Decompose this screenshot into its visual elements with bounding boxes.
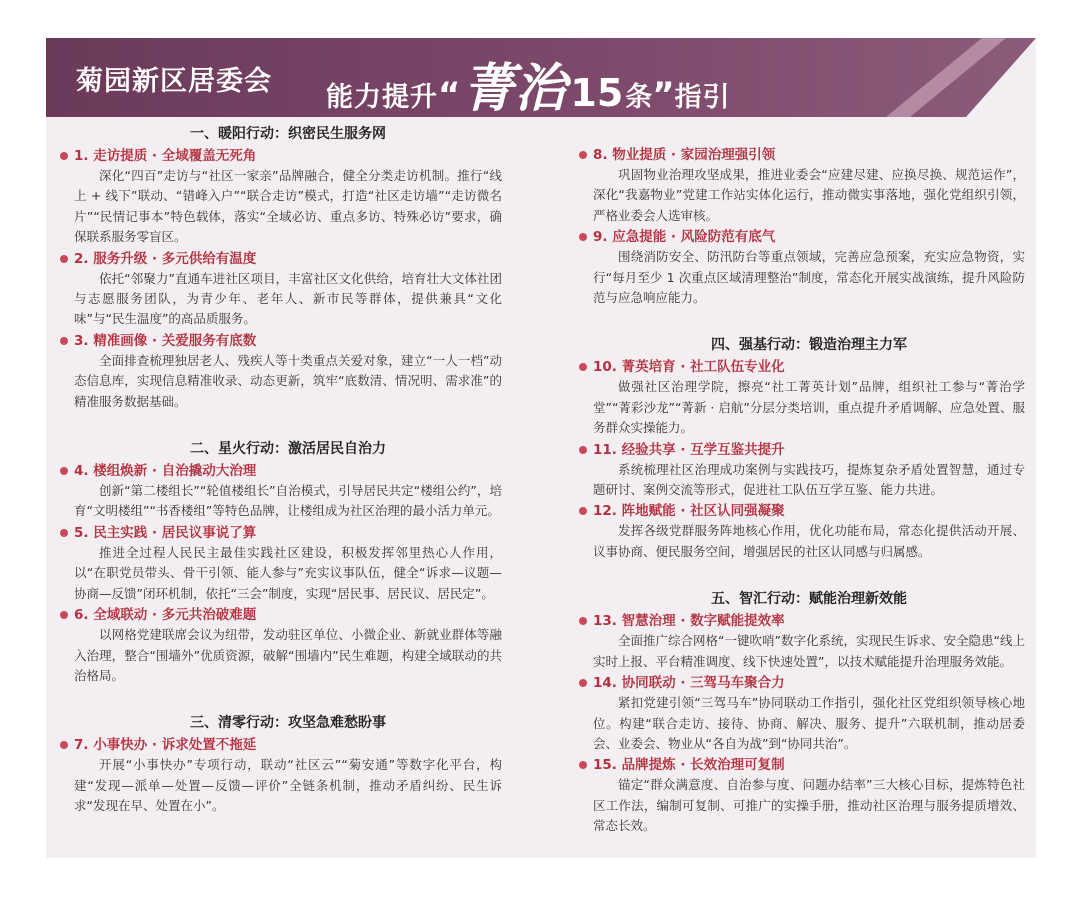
item-title: 6. 全域联动 · 多元共治破难题 <box>74 605 502 625</box>
item-body: 紧扣党建引领“三驾马车”协同联动工作指引，强化社区党组织领导核心地位。构建“联合走访、接待、协商、解决、服务、提升”六联机制，推动居委会、业委会、物业从“各自为战”到“协同共治”。 <box>593 695 1025 751</box>
item-title: 7. 小事快办 · 诉求处置不拖延 <box>74 735 502 755</box>
item-body: 以网格党建联席会议为纽带，发动驻区单位、小微企业、新就业群体等融入治理，整合“围墙外”优质资源，破解“围墙内”民生难题，构建全域联动的共治格局。 <box>74 627 502 683</box>
item-title: 11. 经验共享 · 互学互鉴共提升 <box>593 440 1025 460</box>
item-body: 全面排查梳理独居老人、残疾人等十类重点关爱对象，建立“一人一档”动态信息库，实现信息精准收录、动态更新，筑牢“底数清、情况明、需求准”的精准服务数据基础。 <box>74 352 502 409</box>
header-banner <box>46 38 1036 117</box>
item-title: 5. 民主实践 · 居民议事说了算 <box>74 523 502 543</box>
item-body: 依托“邻聚力”直通车进社区项目，丰富社区文化供给，培育壮大文体社团与志愿服务团队，为青少年、老年人、新市民等群体，提供兼具“文化味”与“民生温度”的高品质服务。 <box>74 270 502 327</box>
item-title: 9. 应急提能 · 风险防范有底气 <box>593 227 1025 247</box>
item-body: 围绕消防安全、防汛防台等重点领域，完善应急预案，充实应急物资，实行“每月至少 1 次重点区域清理整治”制度，常态化开展实战演练，提升风险防范与应急响应能力。 <box>593 249 1025 306</box>
title-number: 15 <box>570 71 624 115</box>
item-title: 12. 阵地赋能 · 社区认同强凝聚 <box>593 501 1025 521</box>
title-big: 菁治 <box>462 58 567 117</box>
item-body: 系统梳理社区治理成功案例与实践技巧，提炼复杂矛盾处置智慧，通过专题研讨、案例交流等形式，促进社工队伍互学互鉴、能力共进。 <box>593 461 1025 498</box>
item-title: 14. 协同联动 · 三驾马车聚合力 <box>593 673 1025 693</box>
item-body: 锚定“群众满意度、自治参与度、问题办结率”三大核心目标，提炼特色社区工作法，编制可复制、可推广的实操手册，推动社区治理与服务提质增效、常态长效。 <box>593 777 1025 834</box>
section-title: 五、智汇行动：赋能治理新效能 <box>711 591 907 608</box>
section-title: 三、清零行动：攻坚急难愁盼事 <box>190 715 386 732</box>
right-column <box>593 145 1025 838</box>
item-title: 15. 品牌提炼 · 长效治理可复制 <box>593 755 1025 775</box>
item-body: 深化“四百”走访与“社区一家亲”品牌融合，健全分类走访机制。推行“线上 + 线下”联动、“错峰入户”“联合走访”模式，打造“社区走访墙”“走访微名片”“民情记事本”特色载体，落实“全域必访、重点多访、特殊必访”要求，确保联系服务零盲区。 <box>74 168 502 245</box>
item-body: 巩固物业治理攻坚成果，推进业委会“应建尽建、应换尽换、规范运作”，深化“我嘉物业”党建工作站实体化运行，推动微实事落地，强化党组织引领，严格业委会人选审核。 <box>593 167 1025 223</box>
section-title: 四、强基行动：锻造治理主力军 <box>711 337 907 354</box>
item-title: 8. 物业提质 · 家园治理强引领 <box>593 145 1025 165</box>
item-body: 推进全过程人民民主最佳实践社区建设，积极发挥邻里热心人作用，以“在职党员带头、骨干引领、能人参与”充实议事队伍，健全“诉求—议题—协商—反馈”闭环机制，依托“三会”制度，实现“居民事、居民议、居民定”。 <box>74 544 502 601</box>
org-name: 菊园新区居委会 <box>76 66 272 97</box>
item-title: 4. 楼组焕新 · 自治撬动大治理 <box>74 461 502 481</box>
title-unit: 条 <box>625 82 653 113</box>
title-quote-open: “ <box>438 75 461 115</box>
section-title: 一、暖阳行动：织密民生服务网 <box>190 126 386 142</box>
item-title: 3. 精准画像 · 关爱服务有底数 <box>74 331 502 351</box>
item-body: 全面推广综合网格“一键吹哨”数字化系统，实现民生诉求、安全隐患“线上实时上报、平台精准调度、线下快速处置”，以技术赋能提升治理服务效能。 <box>593 633 1025 669</box>
item-body: 做强社区治理学院，擦亮“社工菁英计划”品牌，组织社工参与“菁治学堂”“菁彩沙龙”“菁新 · 启航”分层分类培训，重点提升矛盾调解、应急处置、服务群众实操能力。 <box>593 379 1025 436</box>
page-title <box>326 46 731 117</box>
title-prefix: 能力提升 <box>326 82 438 113</box>
item-body: 创新“第二楼组长”“轮值楼组长”自治模式，引导居民共定“楼组公约”，培育“文明楼组”“书香楼组”等特色品牌，让楼组成为社区治理的最小活力单元。 <box>74 483 502 519</box>
item-title: 2. 服务升级 · 多元供给有温度 <box>74 249 502 269</box>
left-column <box>74 120 502 818</box>
title-quote-close: ” <box>652 75 675 115</box>
item-title: 10. 菁英培育 · 社工队伍专业化 <box>593 357 1025 377</box>
section-title: 二、星火行动：激活居民自治力 <box>190 441 386 458</box>
item-title: 13. 智慧治理 · 数字赋能提效率 <box>593 611 1025 631</box>
title-suffix: 指引 <box>674 82 731 113</box>
item-title: 1. 走访提质 · 全域覆盖无死角 <box>74 146 502 166</box>
item-body: 开展“小事快办”专项行动，联动“社区云”“菊安通”等数字化平台，构建“发现—派单—处置—反馈—评价”全链条机制，推动矛盾纠纷、民生诉求“发现在早、处置在小”。 <box>74 757 502 814</box>
item-body: 发挥各级党群服务阵地核心作用，优化功能布局，常态化提供活动开展、议事协商、便民服务空间，增强居民的社区认同感与归属感。 <box>593 523 1025 559</box>
